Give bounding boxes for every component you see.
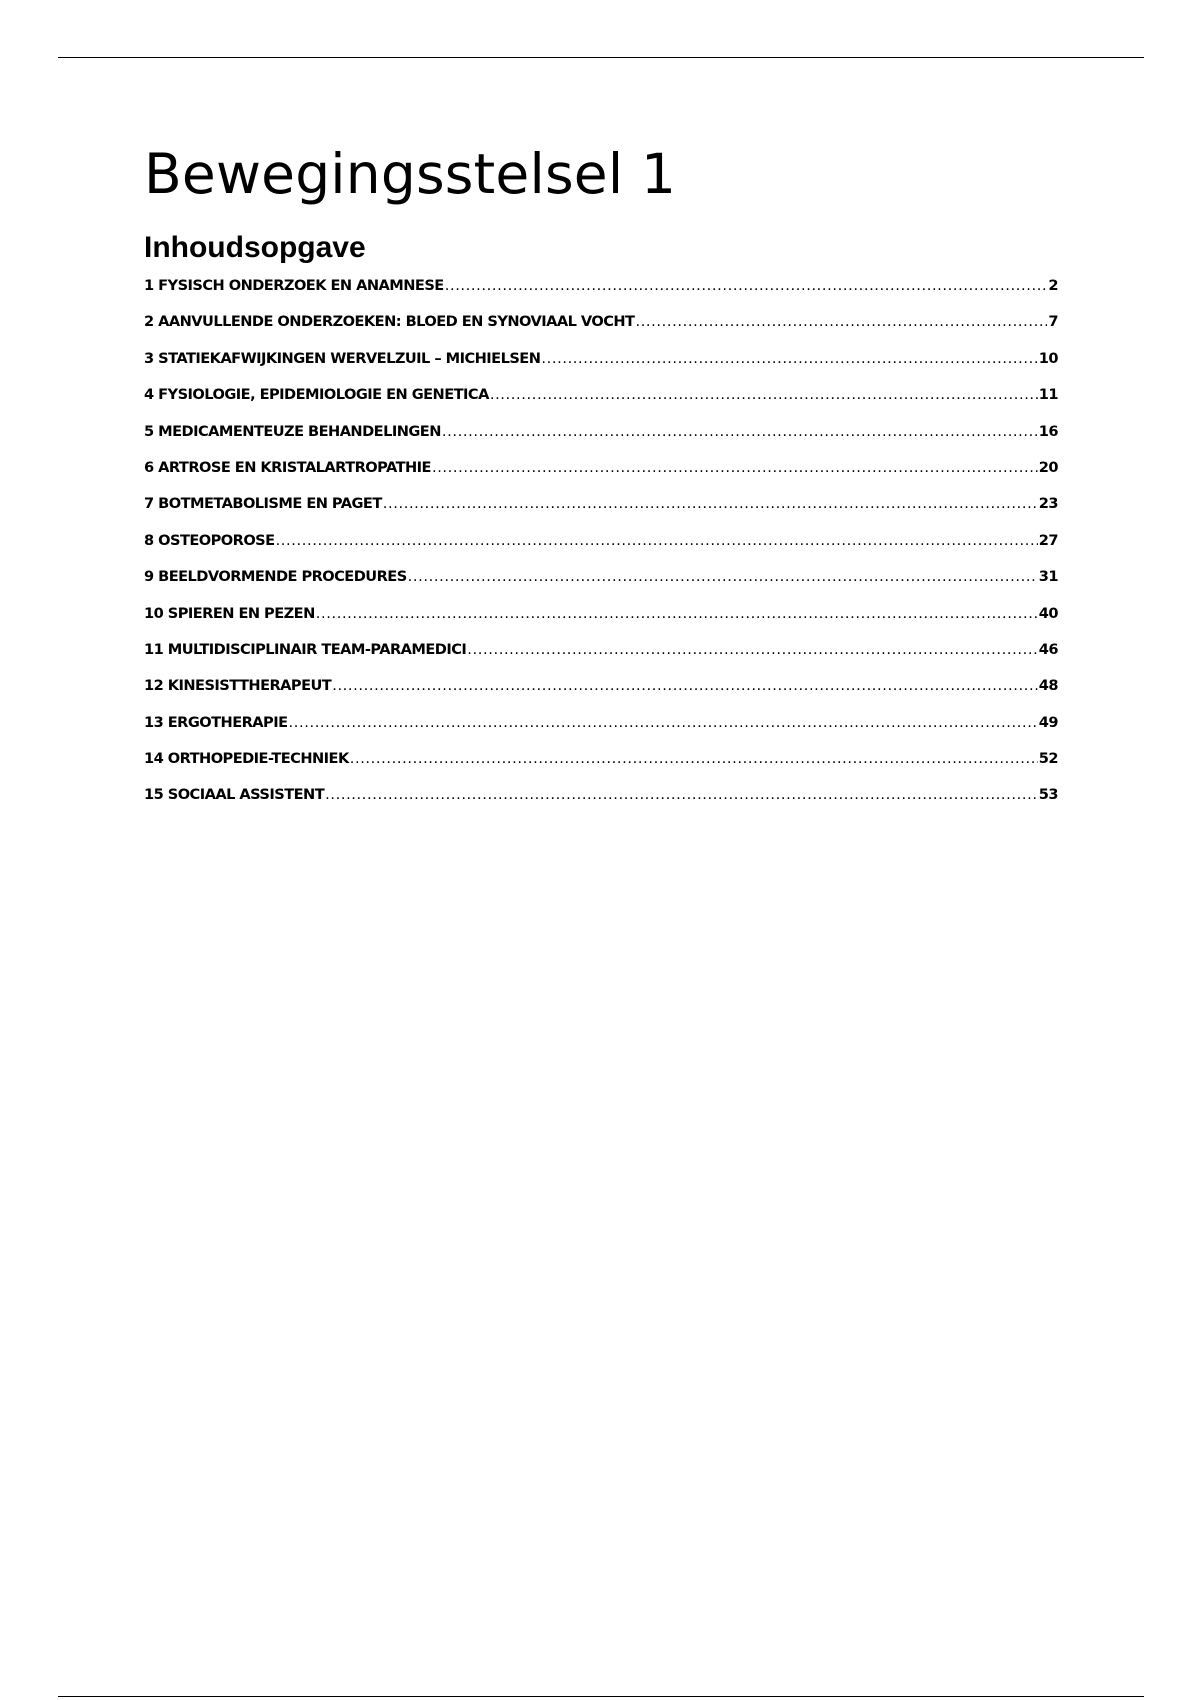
- toc-entry-page: 48: [1038, 677, 1058, 695]
- toc-entry-label: 13 ERGOTHERAPIE: [144, 713, 288, 731]
- toc-entry-label: 15 SOCIAAL ASSISTENT: [144, 786, 325, 804]
- toc-dot-leader: [635, 313, 1047, 330]
- toc-entry-page: 11: [1038, 386, 1058, 404]
- toc-entry-4[interactable]: [144, 386, 1058, 422]
- toc-dot-leader: [467, 641, 1038, 658]
- toc-entry-label: 7 BOTMETABOLISME EN PAGET: [144, 495, 382, 513]
- toc-dot-leader: [445, 277, 1048, 294]
- toc-entry-14[interactable]: [144, 750, 1058, 786]
- toc-entry-6[interactable]: [144, 459, 1058, 495]
- toc-dot-leader: [442, 423, 1038, 440]
- toc-entry-label: 8 OSTEOPOROSE: [144, 531, 275, 549]
- toc-entry-label: 4 FYSIOLOGIE, EPIDEMIOLOGIE EN GENETICA: [144, 386, 489, 404]
- toc-entry-page: 16: [1038, 422, 1058, 440]
- toc-entry-13[interactable]: [144, 714, 1058, 750]
- toc-entry-page: 40: [1038, 604, 1058, 622]
- toc-entry-page: 2: [1048, 277, 1058, 294]
- toc-entry-9[interactable]: [144, 568, 1058, 604]
- toc-entry-label: 11 MULTIDISCIPLINAIR TEAM-PARAMEDICI: [144, 640, 467, 658]
- toc-entry-page: 49: [1038, 713, 1058, 731]
- toc-entry-11[interactable]: [144, 641, 1058, 677]
- toc-entry-label: 5 MEDICAMENTEUZE BEHANDELINGEN: [144, 422, 441, 440]
- toc-entry-label: 12 KINESISTTHERAPEUT: [144, 677, 332, 695]
- toc-entry-15[interactable]: [144, 786, 1058, 822]
- toc-entry-label: 6 ARTROSE EN KRISTALARTROPATHIE: [144, 458, 431, 476]
- toc-entry-page: 31: [1038, 568, 1058, 586]
- toc-dot-leader: [490, 386, 1038, 403]
- toc-dot-leader: [325, 786, 1038, 803]
- toc-entry-1[interactable]: [144, 277, 1058, 313]
- page-content: [144, 138, 1058, 823]
- toc-entry-label: 1 FYSISCH ONDERZOEK EN ANAMNESE: [144, 277, 444, 294]
- toc-entry-5[interactable]: [144, 423, 1058, 459]
- toc-entry-label: 14 ORTHOPEDIE-TECHNIEK: [144, 750, 349, 768]
- toc-dot-leader: [289, 714, 1038, 731]
- toc-entry-page: 53: [1038, 786, 1058, 804]
- toc-entry-label: 3 STATIEKAFWIJKINGEN WERVELZUIL – MICHIELSEN: [144, 349, 541, 367]
- table-of-contents: [144, 277, 1058, 823]
- toc-heading: Inhoudsopgave: [144, 231, 366, 264]
- toc-dot-leader: [276, 532, 1038, 549]
- footer-rule: [58, 1696, 1144, 1697]
- toc-entry-2[interactable]: [144, 313, 1058, 349]
- toc-entry-page: 52: [1038, 750, 1058, 768]
- toc-entry-page: 27: [1038, 531, 1058, 549]
- toc-dot-leader: [332, 677, 1038, 694]
- toc-dot-leader: [316, 605, 1038, 622]
- toc-entry-page: 10: [1038, 349, 1058, 367]
- toc-dot-leader: [541, 350, 1037, 367]
- document-title: Bewegingsstelsel 1: [144, 142, 677, 206]
- toc-entry-label: 9 BEELDVORMENDE PROCEDURES: [144, 568, 407, 586]
- toc-entry-3[interactable]: [144, 350, 1058, 386]
- toc-dot-leader: [350, 750, 1038, 767]
- toc-entry-12[interactable]: [144, 677, 1058, 713]
- toc-entry-page: 46: [1038, 640, 1058, 658]
- toc-entry-page: 20: [1038, 458, 1058, 476]
- header-rule: [58, 57, 1144, 58]
- toc-entry-7[interactable]: [144, 495, 1058, 531]
- toc-entry-label: 10 SPIEREN EN PEZEN: [144, 604, 315, 622]
- toc-entry-10[interactable]: [144, 605, 1058, 641]
- toc-entry-page: 7: [1048, 313, 1058, 331]
- toc-entry-page: 23: [1038, 495, 1058, 513]
- toc-dot-leader: [408, 568, 1038, 585]
- toc-dot-leader: [432, 459, 1038, 476]
- toc-entry-label: 2 AANVULLENDE ONDERZOEKEN: BLOED EN SYNOVIAAL VOCHT: [144, 313, 635, 331]
- toc-dot-leader: [383, 495, 1038, 512]
- toc-entry-8[interactable]: [144, 532, 1058, 568]
